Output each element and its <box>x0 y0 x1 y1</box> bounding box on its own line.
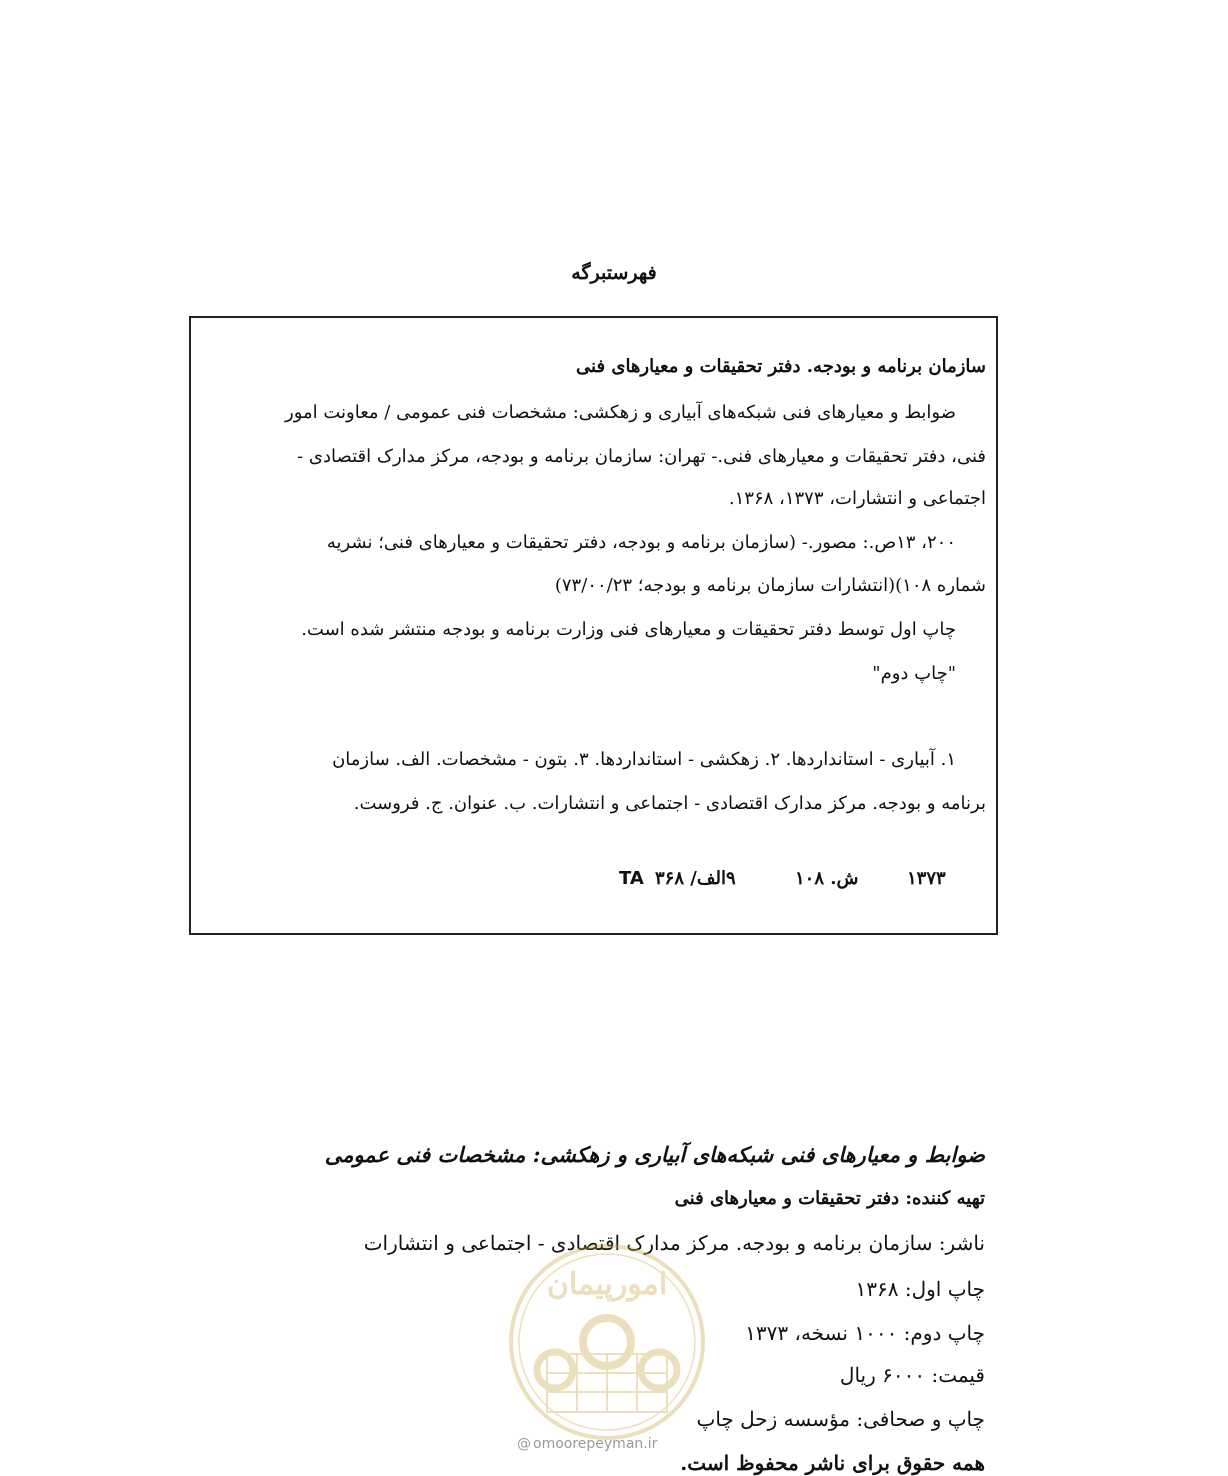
classification-number: ۹الف/ ۳۶۸ <box>655 868 736 889</box>
classification-year: ۱۳۷۳ <box>907 868 946 889</box>
catalog-physical-line: ۲۰۰، ۱۳ص.: مصور.- (سازمان برنامه و بودجه، دفتر تحقیقات و معیارهای فنی؛ نشریه <box>326 532 956 553</box>
publication-first-print: چاپ اول: ۱۳۶۸ <box>855 1277 985 1301</box>
publication-title: ضوابط و معیارهای فنی شبکه‌های آبیاری و زهکشی: مشخصات فنی عمومی <box>324 1142 985 1167</box>
classification-code: TA <box>619 868 644 889</box>
catalog-classification <box>0 868 1228 898</box>
catalog-card <box>189 316 998 935</box>
site-watermark-text: omoorepeyman.ir <box>533 1436 658 1452</box>
publication-printing: چاپ و صحافی: مؤسسه زحل چاپ <box>696 1407 985 1431</box>
catalog-author-line: سازمان برنامه و بودجه. دفتر تحقیقات و معیارهای فنی <box>576 356 986 377</box>
catalog-title-line-2: فنی، دفتر تحقیقات و معیارهای فنی.- تهران: سازمان برنامه و بودجه، مرکز مدارک اقتصادی - <box>297 446 986 467</box>
catalog-title-line-3: اجتماعی و انتشارات، ۱۳۷۳، ۱۳۶۸. <box>728 488 986 509</box>
publication-rights: همه حقوق برای ناشر محفوظ است. <box>680 1451 985 1475</box>
at-icon: @ <box>517 1436 531 1452</box>
catalog-series-line: شماره ۱۰۸)(انتشارات سازمان برنامه و بودجه؛ ۷۳/۰۰/۲۳) <box>554 575 986 596</box>
catalog-edition-line: "چاپ دوم" <box>872 663 956 684</box>
publication-preparer: تهیه کننده: دفتر تحقیقات و معیارهای فنی <box>674 1188 985 1209</box>
site-watermark <box>517 1436 657 1452</box>
publication-second-print: چاپ دوم: ۱۰۰۰ نسخه، ۱۳۷۳ <box>745 1321 985 1345</box>
catalog-heading: فهرستبرگه <box>571 262 657 284</box>
seal-text: امورپیمان <box>546 1267 668 1302</box>
catalog-note-line: چاپ اول توسط دفتر تحقیقات و معیارهای فنی وزارت برنامه و بودجه منتشر شده است. <box>301 619 956 640</box>
publication-price: قیمت: ۶۰۰۰ ریال <box>839 1363 985 1387</box>
catalog-subjects-line-2: برنامه و بودجه. مرکز مدارک اقتصادی - اجتماعی و انتشارات. ب. عنوان. ج. فروست. <box>353 793 986 814</box>
publication-publisher: ناشر: سازمان برنامه و بودجه. مرکز مدارک اقتصادی - اجتماعی و انتشارات <box>363 1231 985 1255</box>
catalog-title-line: ضوابط و معیارهای فنی شبکه‌های آبیاری و زهکشی: مشخصات فنی عمومی / معاونت امور <box>285 402 956 423</box>
gear-scales-seal-icon <box>507 1242 707 1442</box>
catalog-subjects-line: ۱. آبیاری - استانداردها. ۲. زهکشی - استانداردها. ۳. بتون - مشخصات. الف. سازمان <box>332 749 956 770</box>
classification-series: ش. ۱۰۸ <box>795 868 859 889</box>
